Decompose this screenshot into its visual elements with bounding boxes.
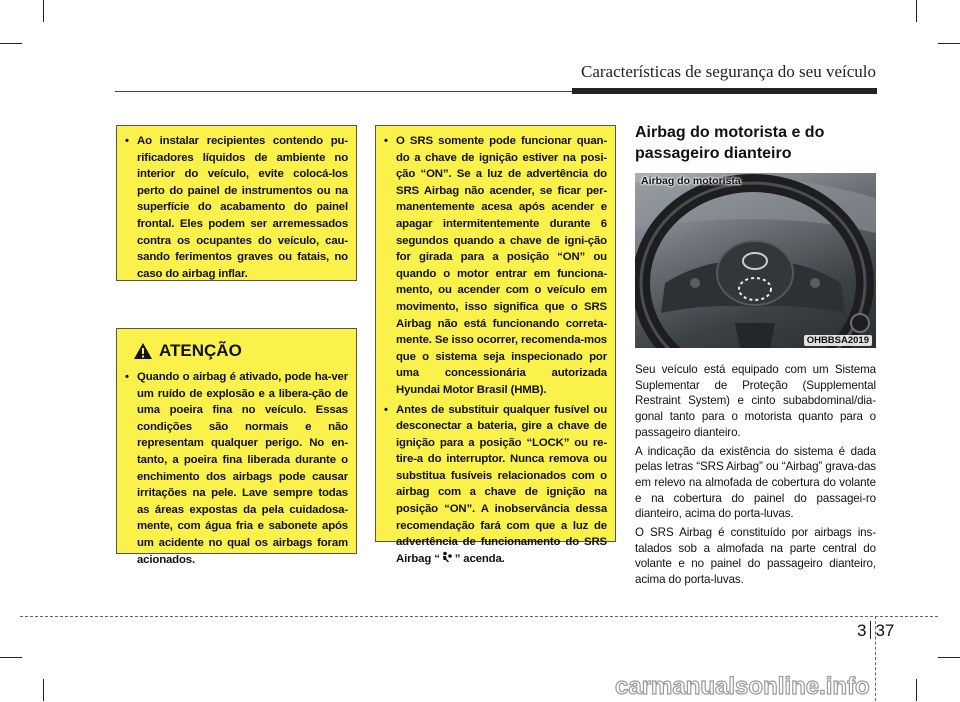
paragraph: A indicação da existência do sistema é dada pelas letras “SRS Airbag” ou “Airbag” grava-das em relevo na almofada de cobertura do volante e na cobertura do painel do passagei-ro dianteiro, acima do porta-luvas. bbox=[635, 444, 876, 521]
header-bar bbox=[572, 88, 877, 94]
warning-title: ATENÇÃO bbox=[159, 341, 242, 360]
warning-box bbox=[116, 328, 357, 566]
note-box-left bbox=[116, 125, 357, 281]
body-text bbox=[635, 362, 876, 591]
crop-mark bbox=[0, 657, 22, 658]
paragraph: Seu veículo está equipado com um Sistema Suplementar de Proteção (Supplemental Restraint System) e cinto subabdominal/dia-gonal tanto para o motorista quanto para o passageiro dianteiro. bbox=[635, 363, 876, 439]
watermark-text: carmanualsonline.info bbox=[615, 673, 870, 700]
page-header-title: Características de segurança do seu veículo bbox=[580, 62, 876, 81]
watermark bbox=[615, 668, 945, 702]
crop-mark bbox=[43, 679, 44, 701]
paragraph: O SRS Airbag é constituído por airbags ins-talados sob a almofada na parte central do volante e no painel do passageiro dianteiro, acima do porta-luvas. bbox=[635, 526, 876, 587]
crop-mark bbox=[938, 657, 960, 658]
section-title: Airbag do motorista e do passageiro dianteiro bbox=[635, 124, 825, 162]
photo-caption: Airbag do motorista bbox=[641, 175, 741, 187]
page-number-separator bbox=[870, 621, 871, 639]
footer-dashed-rule bbox=[20, 616, 938, 617]
warning-item: • Quando o airbag é ativado, pode ha-ver um ruído de explosão e a libera-ção de uma poeira fina no veículo. Essas condições são normais e não representam qualquer perigo. No en-tanto, a poeira fina liberada durante o enchimento dos airbags pode causar irritações na pele. Lave sempre todas as áreas expostas da pela cuidadosa-mente, com água fria e sabonete após um acidente no qual os airbags foram acionados. bbox=[125, 369, 348, 568]
page-number bbox=[857, 621, 894, 641]
note-item bbox=[384, 402, 607, 568]
note-box-middle bbox=[375, 125, 616, 565]
note-item-text: Antes de substituir qualquer fusível ou desconectar a bateria, gire a chave de ignição para a posição “LOCK” ou re-tire-a do interruptor. Nunca remova ou substitua fusíveis relacionados com o airbag com a chave de ignição na posição “ON”. A inobservância dessa recomendação fará com que a luz de advertência de funcionamento do SRS Airbag “ bbox=[396, 403, 607, 565]
note-item-suffix: ” acenda. bbox=[451, 552, 505, 565]
crop-mark bbox=[916, 0, 917, 22]
airbag-warning-icon bbox=[440, 551, 452, 563]
steering-wheel-illustration bbox=[635, 173, 876, 348]
warning-header bbox=[133, 341, 348, 361]
photo-code: OHBBSA2019 bbox=[804, 335, 872, 346]
note-item: • Ao instalar recipientes contendo pu-rificadores líquidos de ambiente no interior do veículo, evite colocá-los perto do painel de instrumentos ou na superfície do acabamento do painel frontal. Eles podem ser arremessados contra os ocupantes do veículo, cau-sando ferimentos graves ou fatais, no caso do airbag inflar. bbox=[125, 133, 348, 282]
crop-mark bbox=[938, 43, 960, 44]
crop-mark bbox=[0, 43, 22, 44]
chapter-number: 3 bbox=[857, 621, 867, 640]
page-number-value: 37 bbox=[875, 621, 895, 640]
steering-wheel-photo bbox=[635, 173, 876, 348]
crop-mark bbox=[43, 0, 44, 22]
note-item: • O SRS somente pode funcionar quan-do a chave de ignição estiver na posi-ção “ON”. Se a luz de advertência do SRS Airbag não acender, se ficar per-manentemente acesa após acender e apagar intermitentemente durante 6 segundos quando a chave de igni-ção for girada para a posição “ON” ou quando o motor entrar em funciona-mento, ou acender com o veículo em movimento, isso significa que o SRS Airbag não está funcionando correta-mente. Se isso ocorrer, recomenda-mos que o sistema seja inspecionado por uma concessionária autorizada Hyundai Motor Brasil (HMB). bbox=[384, 133, 607, 399]
warning-triangle-icon bbox=[133, 342, 153, 360]
